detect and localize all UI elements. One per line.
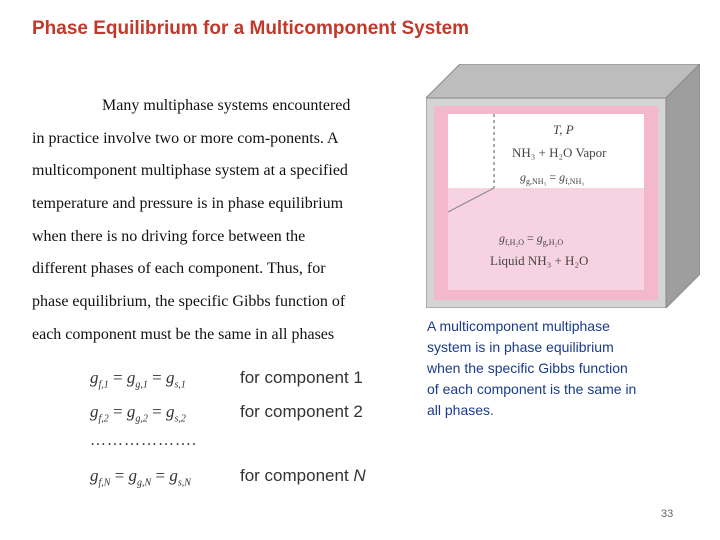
caption-line: all phases. [427,402,494,418]
caption-line: when the specific Gibbs function [427,360,628,376]
vapor-equation: $g_{g,NH_3} = g_{f,NH_3}$ [520,170,585,186]
equation-lhs: $g_{f,N} = g_{g,N} = g_{s,N}$ [90,466,191,489]
equation-ellipsis: ………………. [90,432,197,449]
phase-equilibrium-diagram [426,64,700,308]
box-side-face [666,64,700,308]
component-label: for component N [240,466,366,485]
page-number: 33 [661,508,674,520]
liquid-label: Liquid NH₃ + H₂O [490,253,589,268]
body-line: temperature and pressure is in phase equilibrium [32,195,344,213]
equation-row-2 [90,398,380,432]
body-line: each component must be the same in all phases [32,325,335,343]
body-line: Many multiphase systems encountered [102,97,351,114]
component-label: for component 1 [240,368,363,387]
body-line: phase equilibrium, the specific Gibbs function of [32,293,346,311]
liquid-equation: $g_{f,H_2O} = g_{g,H_2O}$ [499,231,564,247]
body-line: when there is no driving force between the [32,227,306,245]
equation-ellipsis-row [90,432,380,462]
figure-caption [427,316,687,421]
body-line: multicomponent multiphase system at a specified [32,162,348,180]
equation-row-1 [90,364,380,398]
box-top-face [426,64,700,98]
body-line: in practice involve two or more com-ponents. A [32,129,339,147]
equilibrium-equations [90,364,380,496]
vapor-label: NH₃ + H₂O Vapor [512,145,607,160]
slide-title: Phase Equilibrium for a Multicomponent System [32,18,470,39]
component-label: for component 2 [240,402,363,421]
caption-line: of each component is the same in [427,381,637,397]
equation-lhs: $g_{f,2} = g_{g,2} = g_{s,2}$ [90,402,186,425]
equation-lhs: $g_{f,1} = g_{g,1} = g_{s,1}$ [90,368,186,391]
tp-label: T, P [553,122,574,137]
equation-row-n [90,462,380,496]
caption-line: system is in phase equilibrium [427,339,614,355]
body-line: different phases of each component. Thus, for [32,260,326,278]
caption-line: A multicomponent multiphase [427,318,610,334]
body-paragraph [32,92,392,354]
